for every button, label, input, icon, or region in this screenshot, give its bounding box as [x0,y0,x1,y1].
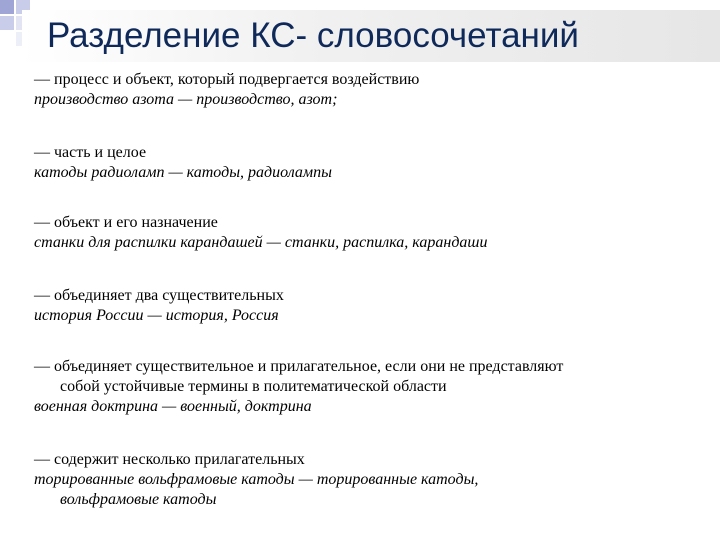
relation-text: — объект и его назначение [34,214,218,231]
relation-text: — часть и целое [34,144,147,161]
example-text: торированные вольфрамовые катоды — торированные катоды, [34,471,479,488]
example-text: станки для распилки карандашей — станки, распилка, карандаши [34,234,488,251]
decor-square [0,16,14,30]
example-text: производство азота — производство, азот; [34,91,338,108]
example-text: история России — история, Россия [34,307,279,324]
relation-text: — содержит несколько прилагательных [34,451,305,468]
relation-block [34,143,332,183]
relation-text: — процесс и объект, который подвергается воздействию [34,71,420,88]
relation-block [34,357,563,417]
relation-block [34,450,478,510]
example-text: военная доктрина — военный, доктрина [34,398,312,415]
relation-text: — объединяет существительное и прилагательное, если они не представляют [34,358,564,375]
relation-block [34,213,488,253]
relation-text: — объединяет два существительных [34,287,284,304]
example-text-continued: вольфрамовые катоды [60,491,217,508]
relation-block [34,286,284,326]
relation-text-continued: собой устойчивые термины в политематической области [60,378,447,395]
decor-square [0,0,14,14]
slide-title: Разделение КС- словосочетаний [47,16,579,55]
relation-block [34,70,419,110]
example-text: катоды радиоламп — катоды, радиолампы [34,164,332,181]
